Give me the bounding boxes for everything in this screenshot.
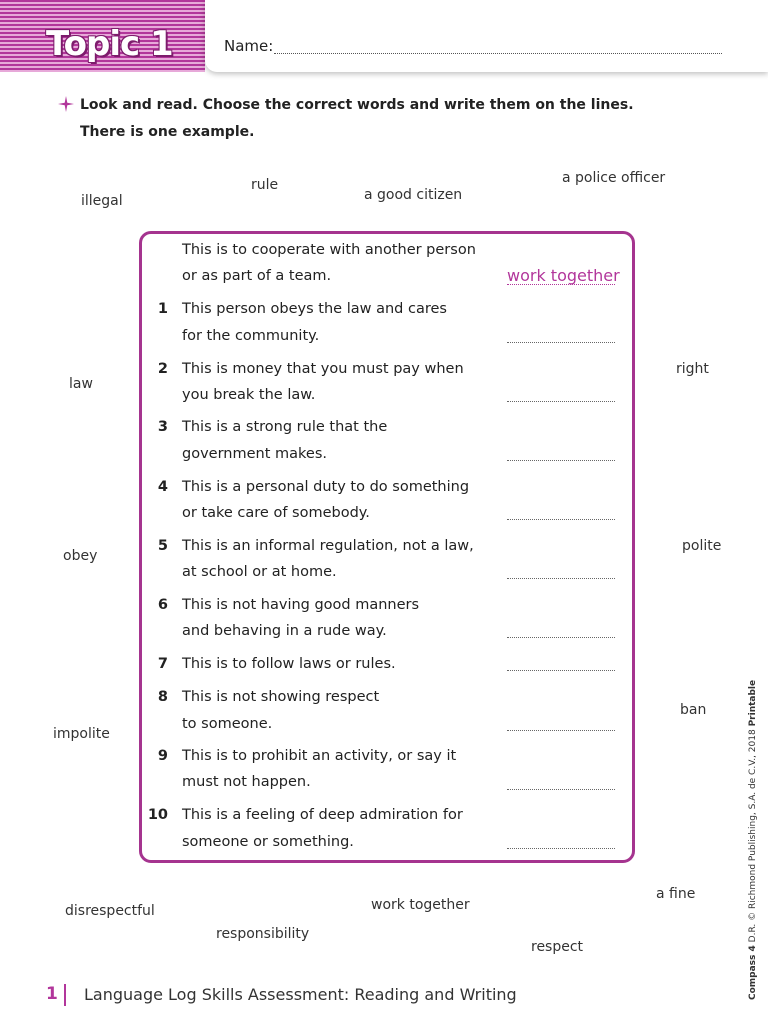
topic-title: Topic 1 — [46, 24, 173, 64]
question-text-line-1: This is to follow laws or rules. — [182, 656, 396, 672]
word-bank-item: right — [676, 361, 709, 377]
question-text-line-2: for the community. — [182, 328, 320, 344]
word-bank-item: work together — [371, 897, 470, 913]
word-bank-item: impolite — [53, 726, 110, 742]
word-bank-item: responsibility — [216, 926, 310, 942]
name-input-line[interactable] — [274, 53, 722, 54]
copyright-text: D.R. © Richmond Publishing, S.A. de C.V., 2018 — [748, 729, 758, 943]
answer-line-10[interactable] — [507, 848, 615, 849]
question-text-line-1: This is money that you must pay when — [182, 361, 464, 377]
name-box — [205, 0, 768, 72]
question-number: 8 — [157, 689, 168, 705]
question-number: 4 — [157, 479, 168, 495]
question-text-line-2: or take care of somebody. — [182, 505, 370, 521]
question-text-line-1: This person obeys the law and cares — [182, 301, 447, 317]
word-bank-item: a police officer — [562, 170, 666, 186]
word-bank-item: a fine — [656, 886, 696, 902]
answer-line-1[interactable] — [507, 342, 615, 343]
answer-line-7[interactable] — [507, 670, 615, 671]
question-text-line-1: This is a personal duty to do something — [182, 479, 470, 495]
answer-line-6[interactable] — [507, 637, 615, 638]
word-bank-item: obey — [63, 548, 98, 564]
question-text-line-1: This is not having good manners — [182, 597, 420, 613]
question-number: 7 — [157, 656, 168, 672]
answer-line-4[interactable] — [507, 519, 615, 520]
word-bank-item: rule — [251, 177, 279, 193]
copyright-tag: Printable — [748, 679, 758, 727]
answer-line-9[interactable] — [507, 789, 615, 790]
question-number: 3 — [157, 419, 168, 435]
question-number: 10 — [147, 807, 168, 823]
question-text-line-2: to someone. — [182, 716, 273, 732]
word-bank-item: ban — [680, 702, 707, 718]
question-text-line-2: someone or something. — [182, 834, 354, 850]
question-text-line-2: must not happen. — [182, 774, 311, 790]
word-bank-item: a good citizen — [364, 187, 463, 203]
question-text-line-1: This is to prohibit an activity, or say it — [182, 748, 457, 764]
word-bank-item: law — [69, 376, 93, 392]
footer-divider — [64, 984, 66, 1006]
copyright-notice — [748, 680, 758, 1000]
example-answer: work together — [507, 266, 620, 285]
question-text-line-1: This is an informal regulation, not a law, — [182, 538, 474, 554]
question-text-line-2: you break the law. — [182, 387, 316, 403]
answer-line-3[interactable] — [507, 460, 615, 461]
answer-line-5[interactable] — [507, 578, 615, 579]
word-bank-item: polite — [682, 538, 722, 554]
question-number: 5 — [157, 538, 168, 554]
answer-line-2[interactable] — [507, 401, 615, 402]
question-number: 9 — [157, 748, 168, 764]
question-number: 2 — [157, 361, 168, 377]
question-text-line-1: This is not showing respect — [182, 689, 380, 705]
sparkle-icon — [58, 96, 74, 112]
question-text-line-2: and behaving in a rude way. — [182, 623, 387, 639]
question-number: 1 — [157, 301, 168, 317]
word-bank-item: illegal — [81, 193, 123, 209]
page-number: 1 — [46, 984, 58, 1004]
example-text-line-1: This is to cooperate with another person — [182, 242, 476, 258]
copyright-brand: Compass 4 — [748, 945, 758, 1000]
name-label: Name: — [224, 37, 274, 55]
question-text-line-1: This is a feeling of deep admiration for — [182, 807, 463, 823]
question-text-line-2: government makes. — [182, 446, 327, 462]
instruction-line-1: Look and read. Choose the correct words and write them on the lines. — [80, 97, 634, 113]
question-text-line-1: This is a strong rule that the — [182, 419, 388, 435]
example-answer-line — [507, 284, 615, 285]
word-bank-item: respect — [531, 939, 584, 955]
word-bank-item: disrespectful — [65, 903, 155, 919]
answer-line-8[interactable] — [507, 730, 615, 731]
example-text-line-2: or as part of a team. — [182, 268, 332, 284]
question-text-line-2: at school or at home. — [182, 564, 337, 580]
footer-title: Language Log Skills Assessment: Reading and Writing — [84, 985, 517, 1004]
question-number: 6 — [157, 597, 168, 613]
instruction-line-2: There is one example. — [80, 124, 255, 140]
